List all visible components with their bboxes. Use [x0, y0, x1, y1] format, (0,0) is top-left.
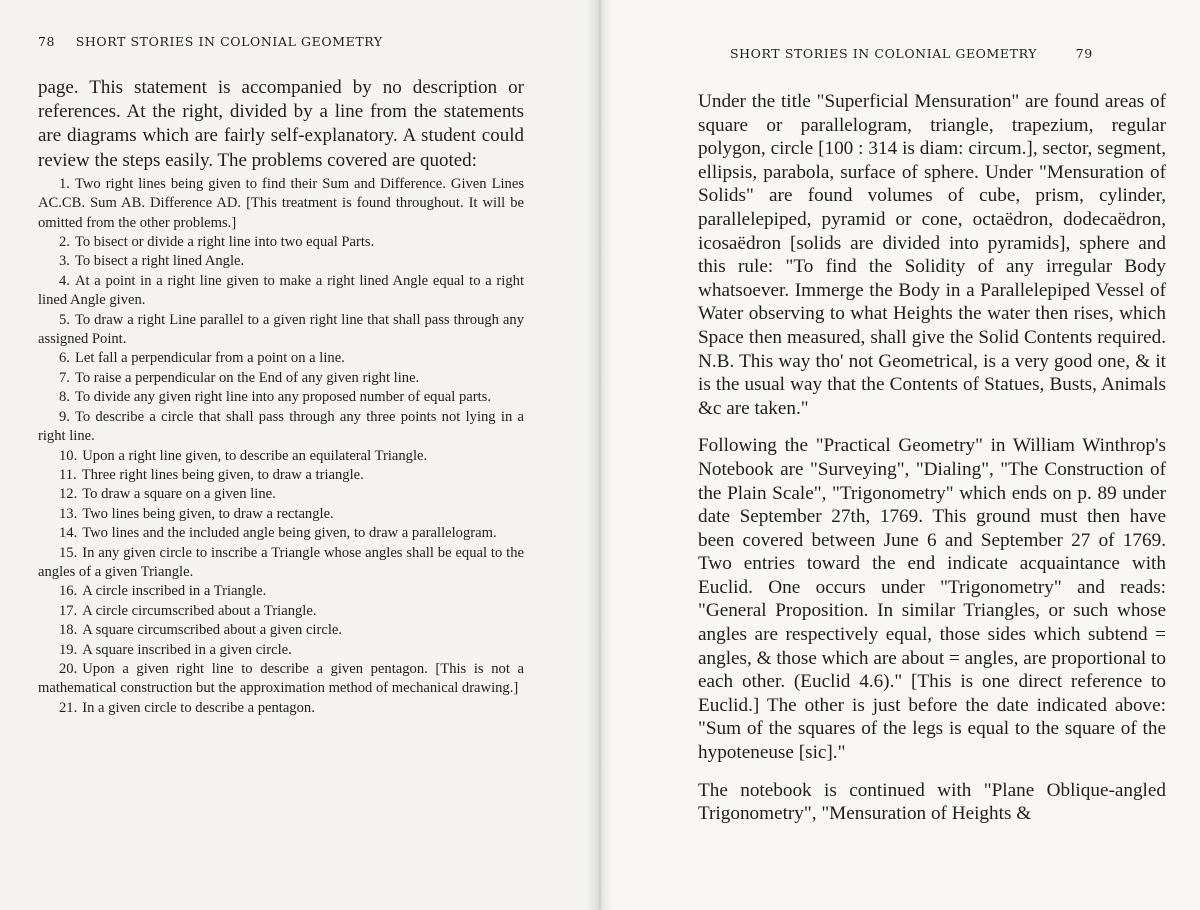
- problem-item: [38, 505, 524, 524]
- problem-number: 7.: [59, 369, 70, 386]
- problem-number: 16.: [59, 583, 78, 600]
- right-page: [600, 0, 1200, 910]
- left-page-body: [38, 76, 524, 718]
- problem-number: 12.: [59, 486, 78, 503]
- problem-text: To bisect a right lined Angle.: [74, 253, 245, 270]
- problem-text: In a given circle to describe a pentagon.: [82, 699, 315, 716]
- problem-text: To draw a right Line parallel to a given right line that shall pass through any assigned Point.: [38, 311, 524, 348]
- problem-item: [38, 485, 524, 504]
- right-page-number: 79: [1075, 46, 1093, 61]
- problem-text: Upon a given right line to describe a given pentagon. [This is not a mathematical construction but the approximation method of mechanical drawing.]: [38, 660, 524, 697]
- left-page-number: 78: [38, 34, 56, 49]
- problem-text: A circle circumscribed about a Triangle.: [82, 602, 317, 619]
- problem-text: Two right lines being given to find their Sum and Difference. Given Lines AC.CB. Sum AB. Difference AD. [This treatment is found throughout. It will be omitted from the other problems.]: [38, 175, 524, 231]
- problem-item: [38, 621, 524, 640]
- problem-item: [38, 272, 524, 311]
- problem-number: 19.: [59, 641, 78, 658]
- right-page-body: [698, 90, 1166, 840]
- problem-number: 9.: [59, 408, 70, 425]
- problem-number: 8.: [59, 389, 70, 406]
- problem-item: [38, 466, 524, 485]
- left-running-title: SHORT STORIES IN COLONIAL GEOMETRY: [75, 34, 383, 49]
- problem-number: 14.: [59, 525, 78, 542]
- problem-text: At a point in a right line given to make a right lined Angle equal to a right lined Angle given.: [38, 272, 524, 309]
- problem-text: In any given circle to inscribe a Triangle whose angles shall be equal to the angles of a given Triangle.: [38, 544, 524, 580]
- problem-item: [38, 544, 524, 583]
- left-intro-paragraph: page. This statement is accompanied by no description or references. At the right, divided by a line from the statements are diagrams which are fairly self-explanatory. A student could review the steps easily. The problems covered are quoted:: [38, 77, 524, 171]
- problem-text: To bisect or divide a right line into two equal Parts.: [74, 234, 375, 251]
- right-running-head: [730, 46, 1093, 61]
- problem-number: 6.: [59, 350, 70, 367]
- problem-item: [38, 641, 524, 660]
- body-paragraph: Following the "Practical Geometry" in William Winthrop's Notebook are "Surveying", "Dialing", "The Construction of the Plain Scale", "Trigonometry" which ends on p. 89 under date September 27th, 1769. This ground must then have been covered between June 6 and September 27 of 1769. Two entries toward the end indicate acquaintance with Euclid. One occurs under "Trigonometry" and reads: "General Proposition. In similar Triangles, or such whose angles are respectively equal, those sides which subtend = angles, & those which are about = angles, are proportional to each other. (Euclid 4.6)." [This is one direct reference to Euclid.] The other is just before the date indicated above: "Sum of the squares of the legs is equal to the square of the hypoteneuse [sic].": [698, 435, 1166, 764]
- problem-text: To divide any given right line into any proposed number of equal parts.: [74, 389, 491, 406]
- problem-item: [38, 175, 524, 233]
- problem-text: Three right lines being given, to draw a triangle.: [81, 466, 364, 483]
- problem-item: [38, 660, 524, 699]
- left-running-head: [38, 34, 383, 49]
- body-paragraph: Under the title "Superficial Mensuration" are found areas of square or parallelogram, triangle, trapezium, regular polygon, circle [100 : 314 is diam: circum.], sector, segment, ellipsis, parabola, surface of sphere. Under "Mensuration of Solids" are found volumes of cube, prism, cylinder, parallelepiped, pyramid or cone, octaëdron, dodecaëdron, icosaëdron [solids are divided into pyramids], sphere and this rule: "To find the Solidity of any irregular Body whatsoever. Immerge the Body in a Parallelepiped Vessel of Water observing to what Heights the water then rises, which Space then measured, shall give the Solid Contents required. N.B. This way tho' not Geometrical, is a very good one, & it is the usual way that the Contents of Statues, Busts, Animals &c are taken.": [698, 91, 1166, 419]
- problem-number: 10.: [59, 447, 78, 464]
- problem-item: [38, 602, 524, 621]
- problem-item: [38, 349, 524, 368]
- problem-number: 13.: [59, 505, 78, 522]
- problem-item: [38, 447, 524, 466]
- problem-text: A square circumscribed about a given circle.: [82, 622, 342, 639]
- problem-number: 3.: [59, 253, 70, 270]
- problem-item: [38, 369, 524, 388]
- problem-text: Upon a right line given, to describe an equilateral Triangle.: [82, 447, 428, 464]
- problem-text: To draw a square on a given line.: [82, 486, 276, 503]
- problem-number: 1.: [59, 175, 70, 192]
- problem-item: [38, 388, 524, 407]
- problem-number: 15.: [59, 544, 78, 561]
- problem-item: [38, 408, 524, 447]
- problem-text: Two lines being given, to draw a rectangle.: [82, 505, 334, 522]
- problem-number: 11.: [59, 466, 77, 483]
- problem-text: A square inscribed in a given circle.: [82, 641, 292, 658]
- problem-item: [38, 311, 524, 350]
- problem-text: Let fall a perpendicular from a point on a line.: [74, 350, 345, 367]
- problem-text: To describe a circle that shall pass through any three points not lying in a right line.: [38, 408, 524, 445]
- problem-number: 4.: [59, 272, 70, 289]
- problem-list: [38, 175, 524, 718]
- problem-number: 18.: [59, 622, 78, 639]
- problem-item: [38, 252, 524, 271]
- problem-number: 2.: [59, 234, 70, 251]
- problem-number: 20.: [59, 660, 78, 677]
- problem-text: Two lines and the included angle being given, to draw a parallelogram.: [82, 525, 497, 542]
- problem-number: 21.: [59, 699, 78, 716]
- problem-number: 17.: [59, 602, 78, 619]
- body-paragraph: The notebook is continued with "Plane Oblique-angled Trigonometry", "Mensuration of Heights &: [698, 779, 1166, 825]
- problem-text: A circle inscribed in a Triangle.: [82, 583, 267, 600]
- problem-item: [38, 699, 524, 718]
- problem-item: [38, 233, 524, 252]
- right-running-title: SHORT STORIES IN COLONIAL GEOMETRY: [730, 46, 1038, 61]
- problem-text: To raise a perpendicular on the End of any given right line.: [74, 369, 420, 386]
- problem-item: [38, 582, 524, 601]
- problem-item: [38, 524, 524, 543]
- problem-number: 5.: [59, 311, 70, 328]
